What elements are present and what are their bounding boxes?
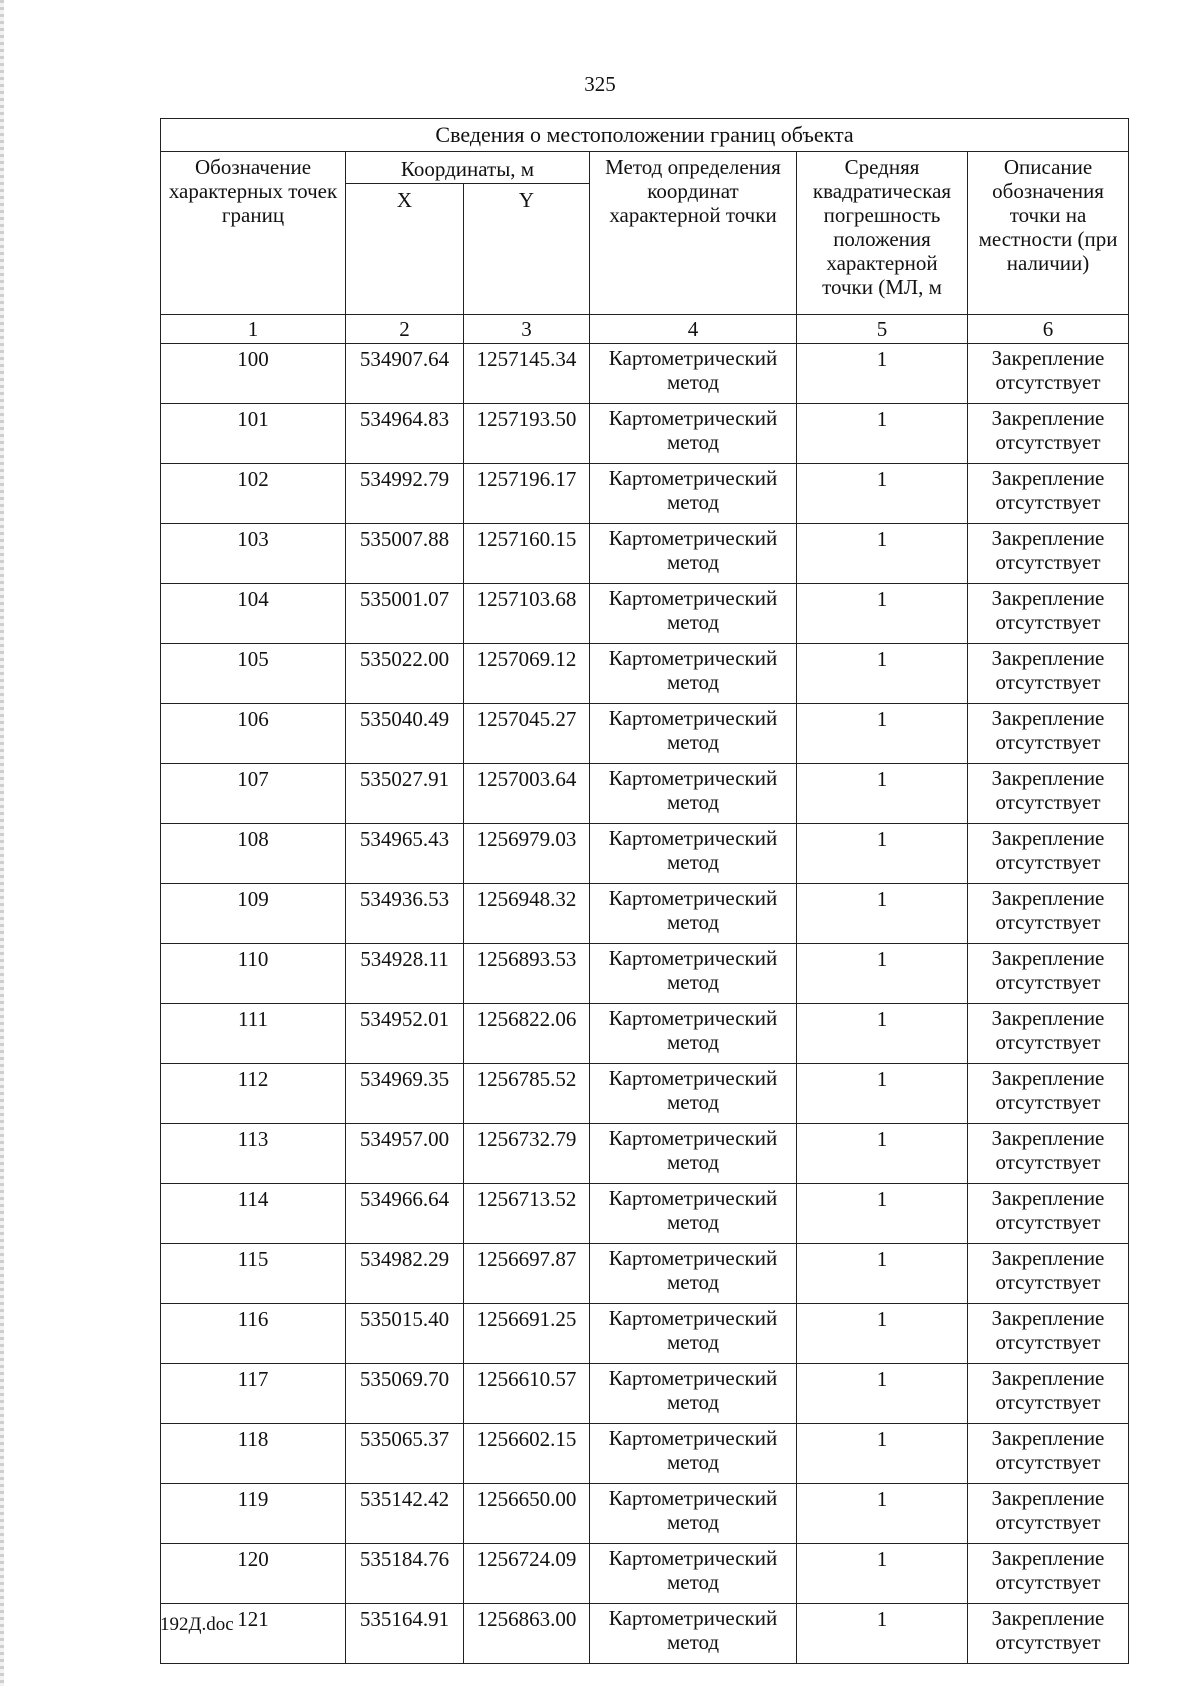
header-mean-error: Средняя квадратическая погрешность положения характерной точки (МЛ, м: [797, 152, 968, 315]
page-number: 325: [584, 72, 616, 96]
mean-error-cell: 1: [797, 464, 968, 524]
mean-error-cell: 1: [797, 1364, 968, 1424]
header-x: X: [346, 184, 464, 315]
table-row: [161, 884, 1129, 944]
column-number: 5: [797, 315, 968, 344]
description-cell: Закрепление отсутствует: [968, 644, 1129, 704]
description-cell: Закрепление отсутствует: [968, 404, 1129, 464]
point-cell: 105: [161, 644, 346, 704]
y-coordinate-cell: 1256732.79: [464, 1124, 590, 1184]
description-cell: Закрепление отсутствует: [968, 1004, 1129, 1064]
table-row: [161, 1004, 1129, 1064]
y-coordinate-cell: 1256863.00: [464, 1604, 590, 1664]
mean-error-cell: 1: [797, 1124, 968, 1184]
x-coordinate-cell: 535027.91: [346, 764, 464, 824]
table-row: [161, 1604, 1129, 1664]
x-coordinate-cell: 535184.76: [346, 1544, 464, 1604]
description-cell: Закрепление отсутствует: [968, 1064, 1129, 1124]
table-row: [161, 764, 1129, 824]
table-row: [161, 1244, 1129, 1304]
y-coordinate-cell: 1256893.53: [464, 944, 590, 1004]
point-cell: 108: [161, 824, 346, 884]
point-cell: 112: [161, 1064, 346, 1124]
mean-error-cell: 1: [797, 1484, 968, 1544]
table-row: [161, 584, 1129, 644]
method-cell: Картометрический метод: [590, 764, 797, 824]
table-row: [161, 1184, 1129, 1244]
method-cell: Картометрический метод: [590, 824, 797, 884]
description-cell: Закрепление отсутствует: [968, 344, 1129, 404]
point-cell: 102: [161, 464, 346, 524]
method-cell: Картометрический метод: [590, 1244, 797, 1304]
x-coordinate-cell: 535015.40: [346, 1304, 464, 1364]
boundary-coordinates-table: [160, 118, 1129, 1664]
footer-filename: 192Д.doc: [160, 1614, 234, 1635]
description-cell: Закрепление отсутствует: [968, 1484, 1129, 1544]
x-coordinate-cell: 534957.00: [346, 1124, 464, 1184]
y-coordinate-cell: 1256822.06: [464, 1004, 590, 1064]
description-cell: Закрепление отсутствует: [968, 1304, 1129, 1364]
column-number: 1: [161, 315, 346, 344]
point-cell: 114: [161, 1184, 346, 1244]
column-number: 2: [346, 315, 464, 344]
header-coordinates: Координаты, м: [346, 152, 590, 184]
x-coordinate-cell: 534982.29: [346, 1244, 464, 1304]
y-coordinate-cell: 1256650.00: [464, 1484, 590, 1544]
x-coordinate-cell: 534966.64: [346, 1184, 464, 1244]
table-row: [161, 824, 1129, 884]
x-coordinate-cell: 535040.49: [346, 704, 464, 764]
table-row: [161, 1484, 1129, 1544]
y-coordinate-cell: 1256724.09: [464, 1544, 590, 1604]
scan-edge: [0, 0, 4, 1686]
description-cell: Закрепление отсутствует: [968, 464, 1129, 524]
x-coordinate-cell: 534969.35: [346, 1064, 464, 1124]
mean-error-cell: 1: [797, 824, 968, 884]
table-row: [161, 344, 1129, 404]
method-cell: Картометрический метод: [590, 1364, 797, 1424]
x-coordinate-cell: 535142.42: [346, 1484, 464, 1544]
method-cell: Картометрический метод: [590, 1604, 797, 1664]
column-number: 4: [590, 315, 797, 344]
table-row: [161, 464, 1129, 524]
table-body: [161, 344, 1129, 1664]
mean-error-cell: 1: [797, 1544, 968, 1604]
x-coordinate-cell: 534936.53: [346, 884, 464, 944]
method-cell: Картометрический метод: [590, 1484, 797, 1544]
description-cell: Закрепление отсутствует: [968, 1184, 1129, 1244]
y-coordinate-cell: 1257193.50: [464, 404, 590, 464]
method-cell: Картометрический метод: [590, 884, 797, 944]
method-cell: Картометрический метод: [590, 464, 797, 524]
point-cell: 119: [161, 1484, 346, 1544]
point-cell: 109: [161, 884, 346, 944]
table-row: [161, 404, 1129, 464]
description-cell: Закрепление отсутствует: [968, 524, 1129, 584]
method-cell: Картометрический метод: [590, 1004, 797, 1064]
mean-error-cell: 1: [797, 344, 968, 404]
column-number: 6: [968, 315, 1129, 344]
column-number-row: [161, 315, 1129, 344]
table-row: [161, 704, 1129, 764]
y-coordinate-cell: 1256602.15: [464, 1424, 590, 1484]
header-description: Описание обозначения точки на местности (при наличии): [968, 152, 1129, 315]
mean-error-cell: 1: [797, 1604, 968, 1664]
point-cell: 120: [161, 1544, 346, 1604]
table-row: [161, 1424, 1129, 1484]
y-coordinate-cell: 1256713.52: [464, 1184, 590, 1244]
description-cell: Закрепление отсутствует: [968, 1364, 1129, 1424]
x-coordinate-cell: 535164.91: [346, 1604, 464, 1664]
mean-error-cell: 1: [797, 1424, 968, 1484]
method-cell: Картометрический метод: [590, 1064, 797, 1124]
point-cell: 100: [161, 344, 346, 404]
x-coordinate-cell: 534907.64: [346, 344, 464, 404]
point-cell: 113: [161, 1124, 346, 1184]
method-cell: Картометрический метод: [590, 944, 797, 1004]
mean-error-cell: 1: [797, 1244, 968, 1304]
table-row: [161, 524, 1129, 584]
y-coordinate-cell: 1256697.87: [464, 1244, 590, 1304]
x-coordinate-cell: 534992.79: [346, 464, 464, 524]
x-coordinate-cell: 535007.88: [346, 524, 464, 584]
y-coordinate-cell: 1257003.64: [464, 764, 590, 824]
point-cell: 117: [161, 1364, 346, 1424]
method-cell: Картометрический метод: [590, 404, 797, 464]
x-coordinate-cell: 535022.00: [346, 644, 464, 704]
mean-error-cell: 1: [797, 944, 968, 1004]
point-cell: 118: [161, 1424, 346, 1484]
point-cell: 104: [161, 584, 346, 644]
header-method: Метод определения координат характерной точки: [590, 152, 797, 315]
mean-error-cell: 1: [797, 644, 968, 704]
method-cell: Картометрический метод: [590, 704, 797, 764]
description-cell: Закрепление отсутствует: [968, 1244, 1129, 1304]
description-cell: Закрепление отсутствует: [968, 704, 1129, 764]
description-cell: Закрепление отсутствует: [968, 1424, 1129, 1484]
description-cell: Закрепление отсутствует: [968, 1604, 1129, 1664]
method-cell: Картометрический метод: [590, 1124, 797, 1184]
method-cell: Картометрический метод: [590, 1544, 797, 1604]
point-cell: 103: [161, 524, 346, 584]
mean-error-cell: 1: [797, 884, 968, 944]
point-cell: 121: [161, 1604, 346, 1664]
column-number: 3: [464, 315, 590, 344]
description-cell: Закрепление отсутствует: [968, 584, 1129, 644]
point-cell: 115: [161, 1244, 346, 1304]
table-caption: Сведения о местоположении границ объекта: [161, 119, 1129, 152]
header-point-designation: Обозначение характерных точек границ: [161, 152, 346, 315]
mean-error-cell: 1: [797, 704, 968, 764]
description-cell: Закрепление отсутствует: [968, 824, 1129, 884]
y-coordinate-cell: 1257160.15: [464, 524, 590, 584]
table-row: [161, 1544, 1129, 1604]
y-coordinate-cell: 1256948.32: [464, 884, 590, 944]
method-cell: Картометрический метод: [590, 1184, 797, 1244]
point-cell: 116: [161, 1304, 346, 1364]
method-cell: Картометрический метод: [590, 1304, 797, 1364]
method-cell: Картометрический метод: [590, 344, 797, 404]
mean-error-cell: 1: [797, 1304, 968, 1364]
description-cell: Закрепление отсутствует: [968, 764, 1129, 824]
table-row: [161, 1064, 1129, 1124]
mean-error-cell: 1: [797, 1184, 968, 1244]
y-coordinate-cell: 1257103.68: [464, 584, 590, 644]
mean-error-cell: 1: [797, 584, 968, 644]
mean-error-cell: 1: [797, 1064, 968, 1124]
header-y: Y: [464, 184, 590, 315]
method-cell: Картометрический метод: [590, 1424, 797, 1484]
point-cell: 106: [161, 704, 346, 764]
description-cell: Закрепление отсутствует: [968, 1544, 1129, 1604]
table-row: [161, 1304, 1129, 1364]
x-coordinate-cell: 535001.07: [346, 584, 464, 644]
point-cell: 101: [161, 404, 346, 464]
method-cell: Картометрический метод: [590, 584, 797, 644]
table-row: [161, 944, 1129, 1004]
description-cell: Закрепление отсутствует: [968, 884, 1129, 944]
table-row: [161, 1124, 1129, 1184]
y-coordinate-cell: 1256785.52: [464, 1064, 590, 1124]
x-coordinate-cell: 534928.11: [346, 944, 464, 1004]
boundary-table-container: [160, 118, 1128, 1664]
mean-error-cell: 1: [797, 404, 968, 464]
description-cell: Закрепление отсутствует: [968, 1124, 1129, 1184]
mean-error-cell: 1: [797, 764, 968, 824]
point-cell: 107: [161, 764, 346, 824]
point-cell: 111: [161, 1004, 346, 1064]
mean-error-cell: 1: [797, 1004, 968, 1064]
x-coordinate-cell: 534965.43: [346, 824, 464, 884]
x-coordinate-cell: 535065.37: [346, 1424, 464, 1484]
table-row: [161, 1364, 1129, 1424]
x-coordinate-cell: 534964.83: [346, 404, 464, 464]
method-cell: Картометрический метод: [590, 644, 797, 704]
y-coordinate-cell: 1257196.17: [464, 464, 590, 524]
method-cell: Картометрический метод: [590, 524, 797, 584]
x-coordinate-cell: 535069.70: [346, 1364, 464, 1424]
description-cell: Закрепление отсутствует: [968, 944, 1129, 1004]
table-row: [161, 644, 1129, 704]
y-coordinate-cell: 1256691.25: [464, 1304, 590, 1364]
y-coordinate-cell: 1257069.12: [464, 644, 590, 704]
y-coordinate-cell: 1256979.03: [464, 824, 590, 884]
y-coordinate-cell: 1256610.57: [464, 1364, 590, 1424]
mean-error-cell: 1: [797, 524, 968, 584]
point-cell: 110: [161, 944, 346, 1004]
y-coordinate-cell: 1257145.34: [464, 344, 590, 404]
x-coordinate-cell: 534952.01: [346, 1004, 464, 1064]
y-coordinate-cell: 1257045.27: [464, 704, 590, 764]
